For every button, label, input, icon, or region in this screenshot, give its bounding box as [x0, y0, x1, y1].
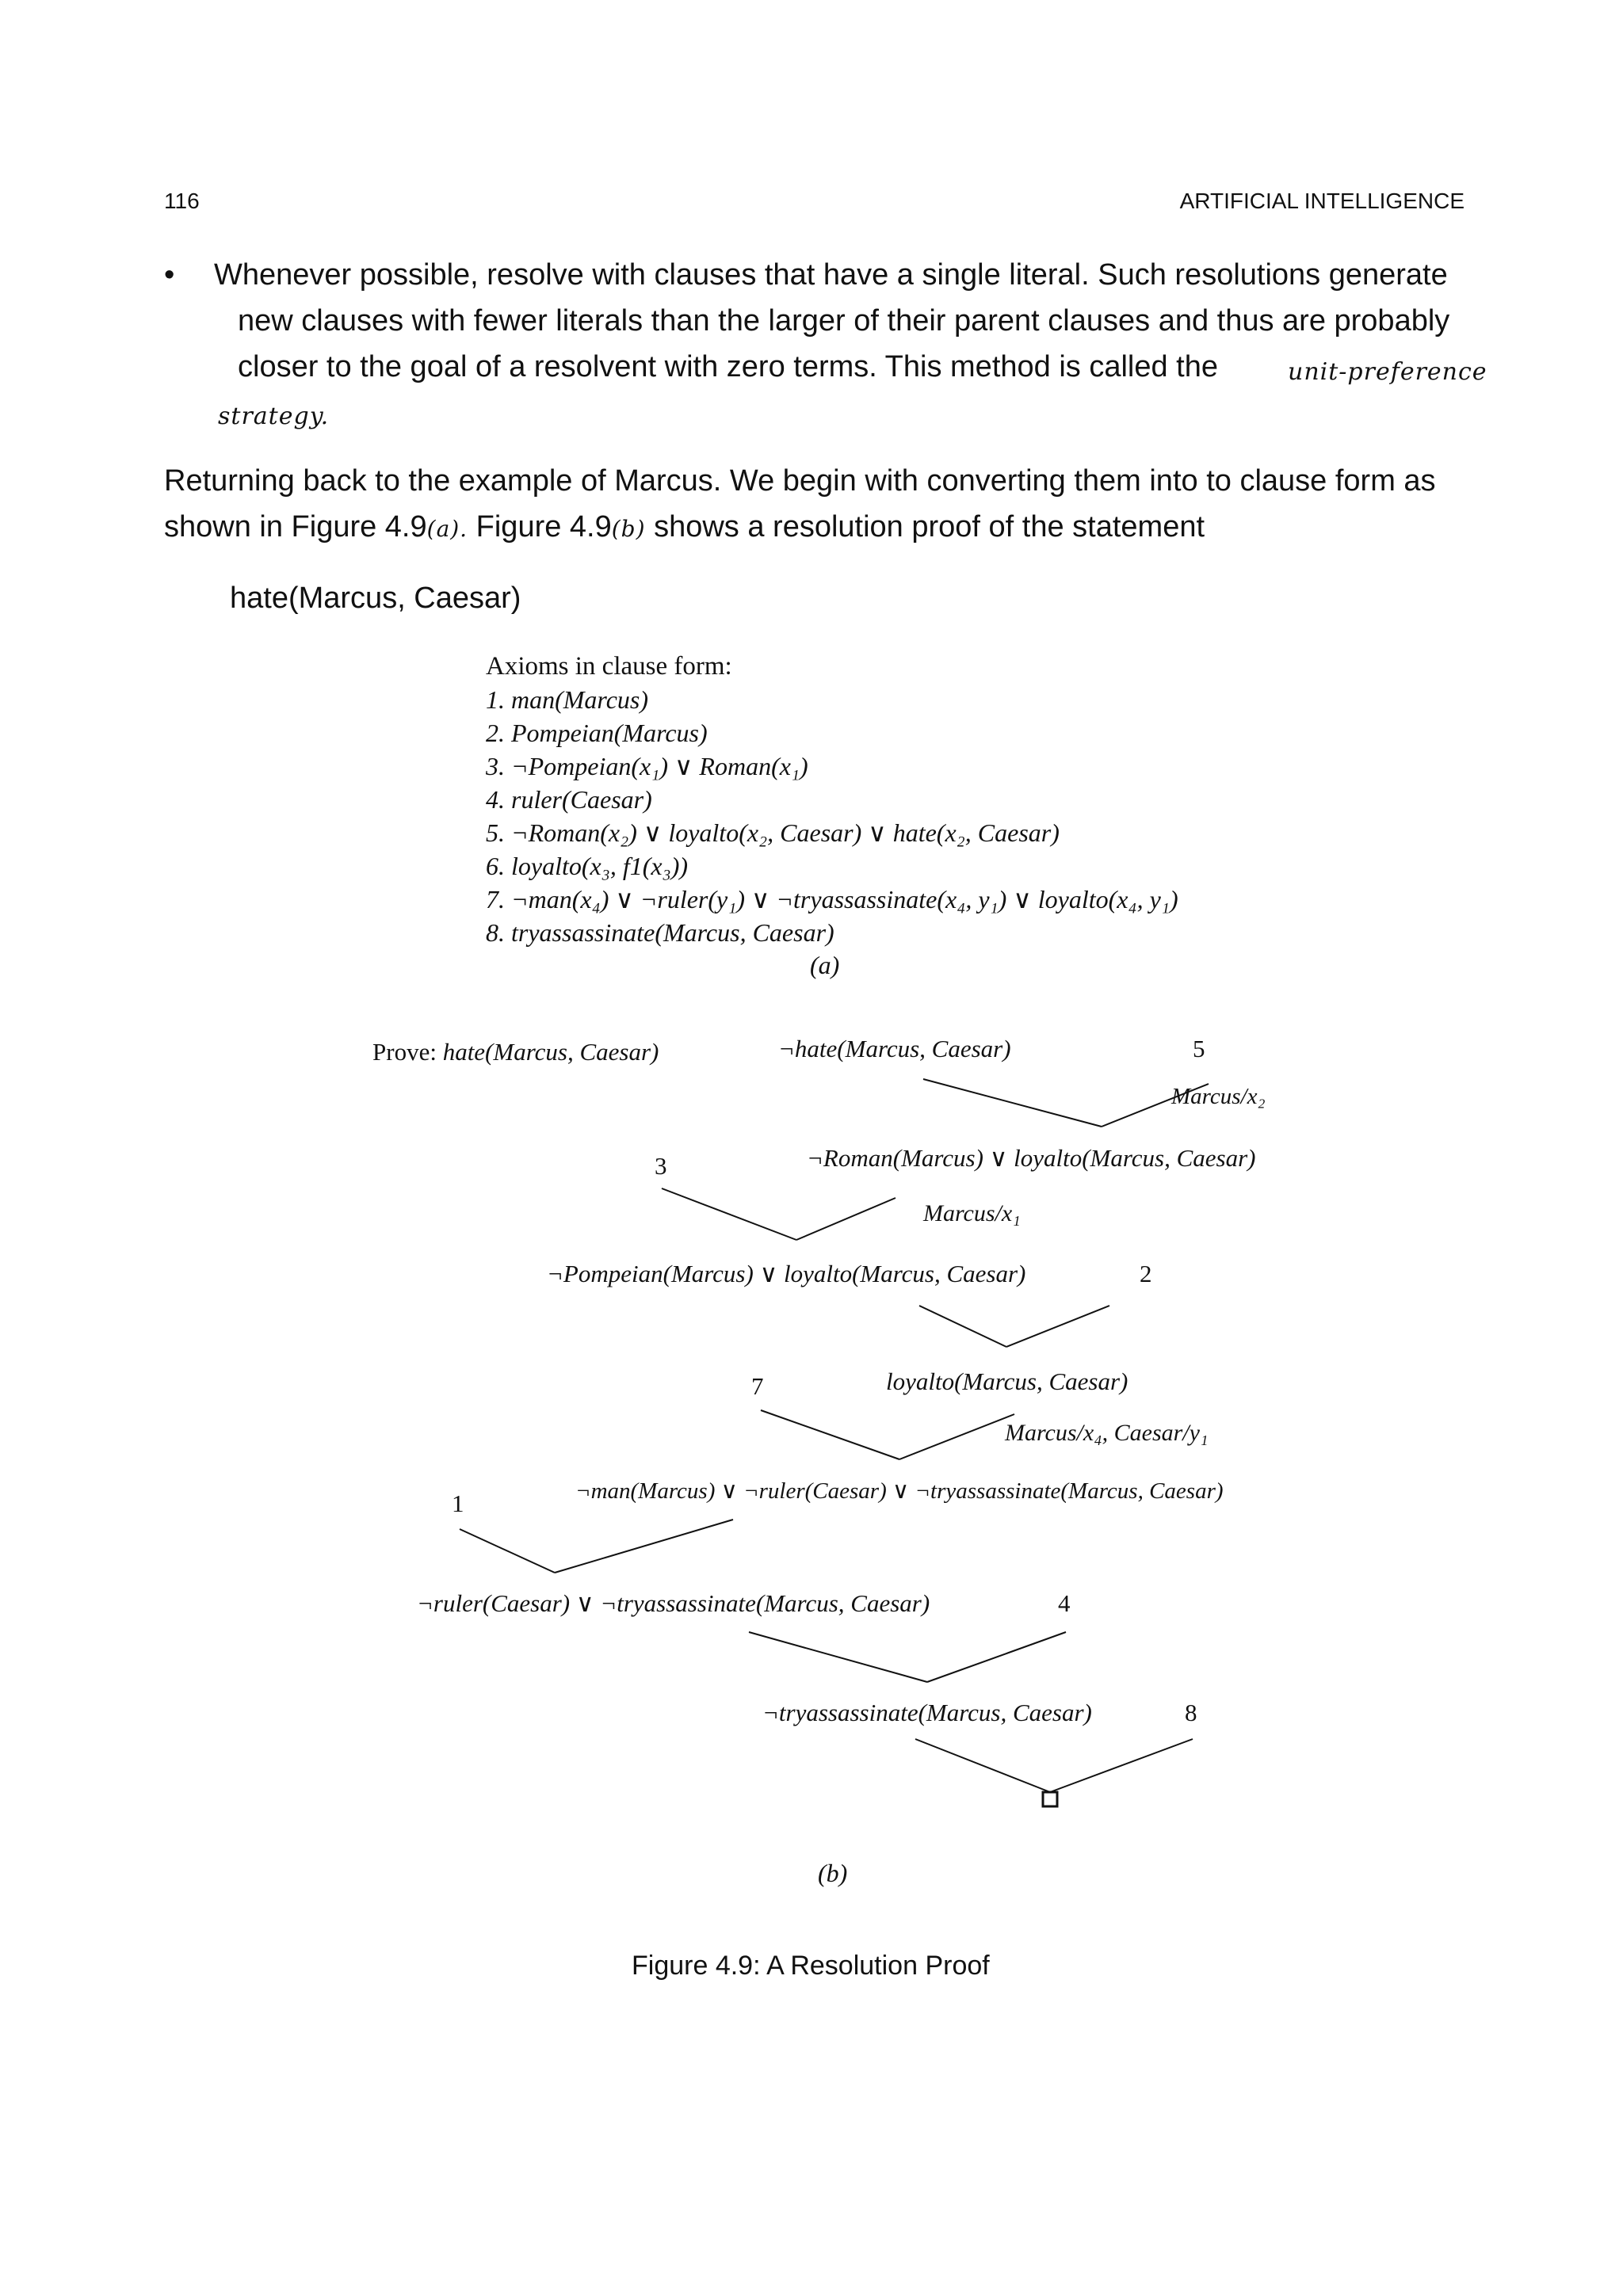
edge-2-left [919, 1306, 1006, 1347]
axiom-8: 8. tryassassinate(Marcus, Caesar) [486, 918, 834, 947]
axiom-ref-2: 2 [1140, 1260, 1152, 1287]
figure-ref-a: (a). [426, 516, 468, 542]
figure-label-a: (a) [810, 951, 840, 979]
bullet-marker: • [164, 258, 175, 292]
paragraph-line-1: Returning back to the example of Marcus. We begin with converting them into to clause form as [164, 464, 1436, 498]
axiom-ref-3: 3 [655, 1152, 667, 1180]
axiom-ref-5: 5 [1193, 1035, 1205, 1062]
edge-1-right [555, 1520, 733, 1573]
proof-node-3: loyalto(Marcus, Caesar) [886, 1367, 1128, 1395]
axiom-5: 5. ¬Roman(x₂) ∨ loyalto(x₂, Caesar) ∨ hate(x₂, Caesar) [486, 818, 1060, 847]
edge-n0-left [923, 1079, 1102, 1127]
running-title: ARTIFICIAL INTELLIGENCE [1179, 189, 1465, 213]
edge-7-left [761, 1410, 899, 1459]
edge-8-left [915, 1739, 1050, 1792]
proof-node-6: ¬tryassassinate(Marcus, Caesar) [762, 1699, 1092, 1726]
axiom-7: 7. ¬man(x₄) ∨ ¬ruler(y₁) ∨ ¬tryassassinate(x₄, y₁) ∨ loyalto(x₄, y₁) [486, 885, 1178, 913]
edge-3-left [662, 1188, 796, 1240]
axioms-heading: Axioms in clause form: [486, 652, 732, 681]
strategy-name-handwritten-2: strategy. [218, 402, 330, 430]
edge-7-right [899, 1414, 1014, 1459]
proof-node-4: ¬man(Marcus) ∨ ¬ruler(Caesar) ∨ ¬tryassassinate(Marcus, Caesar) [575, 1478, 1224, 1504]
empty-clause-box [1043, 1792, 1057, 1806]
substitution-3: Marcus/x₄, Caesar/y₁ [1005, 1420, 1209, 1446]
figure-caption: Figure 4.9: A Resolution Proof [632, 1951, 990, 1981]
prove-label: Prove: [372, 1038, 437, 1066]
axiom-ref-4: 4 [1058, 1589, 1071, 1617]
edge-4-left [749, 1632, 927, 1682]
axiom-6: 6. loyalto(x₃, f1(x₃)) [486, 852, 689, 880]
bullet-line-3: closer to the goal of a resolvent with zero terms. This method is called the [238, 350, 1219, 383]
strategy-name-handwritten: unit-preference [1288, 358, 1487, 386]
substitution-2: Marcus/x₁ [923, 1200, 1021, 1226]
proof-node-5: ¬ruler(Caesar) ∨ ¬tryassassinate(Marcus, Caesar) [417, 1589, 930, 1617]
bullet-line-1: Whenever possible, resolve with clauses that have a single literal. Such resolutions generate [214, 258, 1448, 292]
figure-label-b: (b) [818, 1859, 848, 1887]
page-number: 116 [164, 189, 200, 213]
figure-ref-b: (b) [611, 516, 646, 542]
axiom-ref-8: 8 [1185, 1699, 1197, 1726]
axiom-4: 4. ruler(Caesar) [486, 785, 652, 814]
proof-node-2: ¬Pompeian(Marcus) ∨ loyalto(Marcus, Caesar) [547, 1260, 1026, 1287]
prove-goal: hate(Marcus, Caesar) [442, 1038, 659, 1066]
edge-1-left [460, 1529, 555, 1573]
proof-node-1: ¬Roman(Marcus) ∨ loyalto(Marcus, Caesar) [807, 1144, 1256, 1172]
axiom-ref-1: 1 [452, 1489, 464, 1517]
edge-8-right [1050, 1739, 1193, 1792]
goal-statement: hate(Marcus, Caesar) [230, 582, 521, 615]
axiom-2: 2. Pompeian(Marcus) [486, 719, 708, 747]
prove-row [372, 1038, 659, 1066]
edge-3-right [796, 1198, 896, 1240]
bullet-line-2: new clauses with fewer literals than the larger of their parent clauses and thus are probably [238, 304, 1450, 338]
edge-2-right [1006, 1306, 1109, 1347]
paragraph-line-2: shown in Figure 4.9(a). Figure 4.9(b) shows a resolution proof of the statement [164, 510, 1205, 543]
substitution-1: Marcus/x₂ [1171, 1084, 1266, 1109]
edge-4-right [927, 1632, 1066, 1682]
axiom-3: 3. ¬Pompeian(x₁) ∨ Roman(x₁) [486, 752, 808, 780]
axiom-1: 1. man(Marcus) [486, 685, 648, 714]
proof-node-negated-goal: ¬hate(Marcus, Caesar) [778, 1035, 1011, 1062]
axiom-ref-7: 7 [751, 1372, 764, 1400]
